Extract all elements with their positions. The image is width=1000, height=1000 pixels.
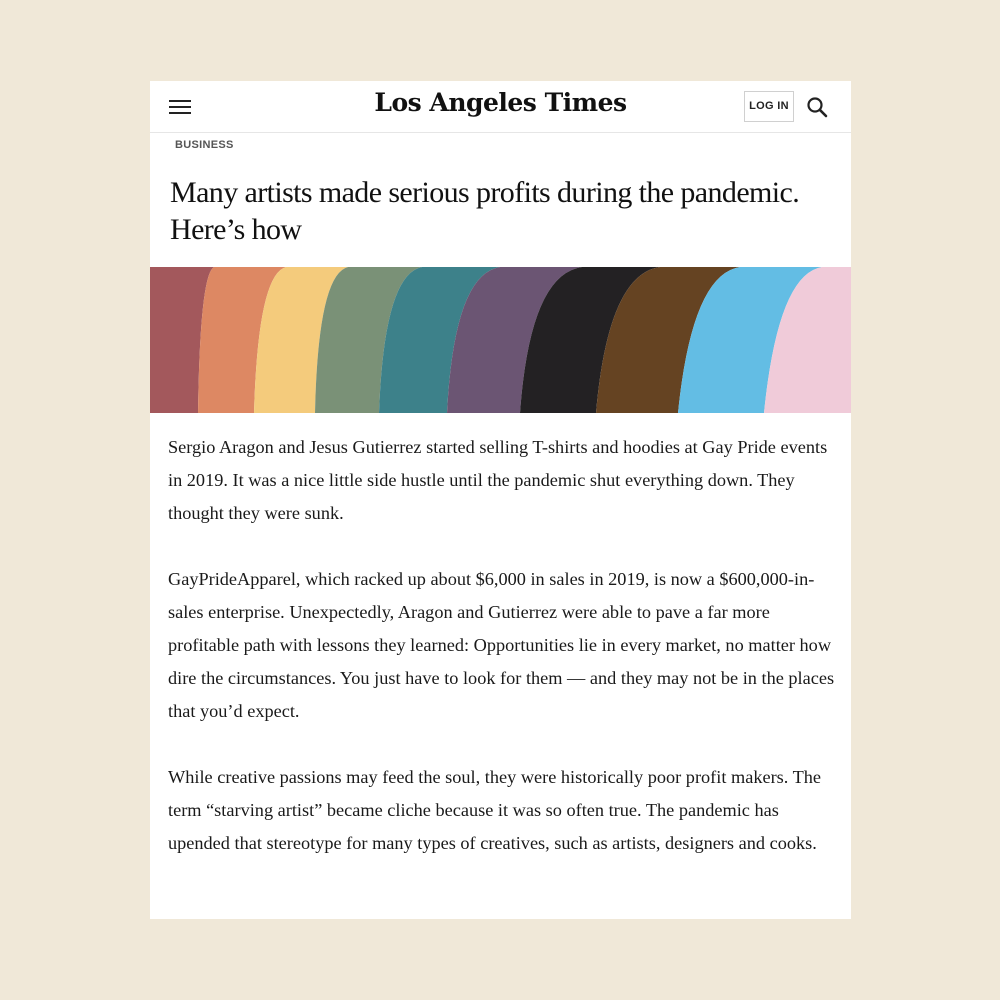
article-paragraph: GayPrideApparel, which racked up about $6,000 in sales in 2019, is now a $600,000-in-sales enterprise. Unexpectedly, Aragon and Gutierrez were able to pave a far more profitable path with lessons they learned: Opportunities lie in every market, no matter how dire the circumstances. You just have to look for them — and they may not be in the places that you’d expect. (168, 569, 835, 721)
section-label[interactable]: BUSINESS (175, 139, 234, 151)
search-icon[interactable] (806, 96, 828, 118)
article-card (150, 81, 851, 919)
article-headline: Many artists made serious profits during the pandemic. Here’s how (170, 176, 800, 246)
article-paragraph: Sergio Aragon and Jesus Gutierrez started selling T-shirts and hoodies at Gay Pride events in 2019. It was a nice little side hustle until the pandemic shut everything down. They thought they were sunk. (168, 437, 828, 523)
article-body (168, 431, 840, 893)
login-button[interactable]: LOG IN (744, 91, 794, 122)
article-paragraph: While creative passions may feed the soul, they were historically poor profit makers. The term “starving artist” became cliche because it was so often true. The pandemic has upended that stereotype for many types of creatives, such as artists, designers and cooks. (168, 767, 822, 853)
site-header (150, 81, 851, 133)
hero-image (150, 267, 851, 413)
site-logo[interactable]: Los Angeles Times (374, 88, 627, 117)
